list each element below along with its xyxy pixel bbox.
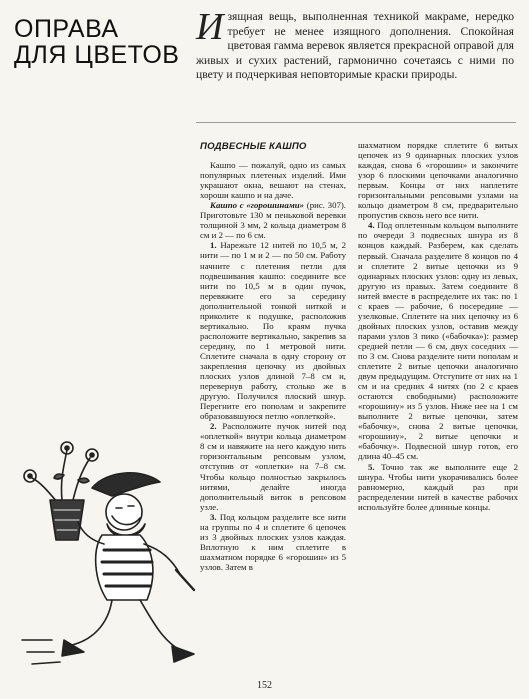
- right-paragraph-1: шахматном порядке сплетите 6 витых цепочек из 9 одинарных плоских узлов каждая, снова 6 «горошин» и закончите узор 6 плоскими цепочками аналогично первым. Концы от них наплетите горизонтальными репсовыми узлами на кольцо диаметром 8 см, предварительно пропустив сквозь него все нити.: [358, 140, 518, 221]
- page-title-line-2: ДЛЯ ЦВЕТОВ: [14, 41, 180, 69]
- intro-dropcap: И: [196, 6, 224, 48]
- step-number: 3.: [210, 511, 217, 522]
- step-number: 2.: [210, 421, 217, 432]
- left-paragraph-2: Кашпо с «горошинами» (рис. 307). Приготовьте 130 м пеньковой веревки толщиной 3 мм, 2 кольца диаметром 8 см и 2 — по 6 см.: [200, 200, 346, 241]
- pattern-name: Кашпо с «горошинами»: [210, 200, 305, 211]
- intro-paragraph: [196, 6, 514, 83]
- step-number: 1.: [210, 240, 217, 251]
- left-paragraph-1: Кашпо — пожалуй, одно из самых популярных плетеных изделий. Ими украшают окна, вешают на стенах, хороши кашпо и на даче.: [200, 160, 346, 201]
- step-number: 4.: [368, 220, 375, 231]
- step-4: 4. Под оплетенным кольцом выполните по очереди 3 подвесных шнура из 8 концов каждый. Разберем, как сделать первый. Сначала разделите 8 концов по 4 и сплетите 2 витые цепочки из 9 одинарных плоских узлов: одну из левых, другую из правых. Затем соедините 8 нитей вместе в распределите их так: по 1 с краев — рабочие, 6 посередине — узелковые. Сплетите на них цепочку из 6 двойных плоских узлов, оставив между парами узлов 3 пико («бабочка»): размер средней петли — 6 см, двух соседних — по 3 см. Снова разделите нити пополам и сплетите 2 витые цепочки аналогично двум предыдущим. Отступите от них на 1 см и на средних 4 нитях (по 2 с краев остаются свободными) расположите «горошину» из 5 узлов. Ниже нее на 1 см выполните 2 витые цепочки, затем «бабочку», снова 2 витые цепочки, «горошину», 2 витые цепочки и «бабочку». Подвесной шнур готов, его длина 40–45 см.: [358, 220, 518, 462]
- step-5: 5. Точно так же выполните еще 2 шнура. Чтобы нити укорачивались более равномерно, каждый раз при распределении нитей в качестве рабочих используйте более длинные концы.: [358, 461, 518, 512]
- page-title-line-1: ОПРАВА: [14, 15, 119, 43]
- step-number: 5.: [368, 461, 375, 472]
- section-heading: ПОДВЕСНЫЕ КАШПО: [200, 141, 307, 152]
- step-2: 2. Расположите пучок нитей под «оплеткой» внутри кольца диаметром 8 см и навяжите на него каждую нить горизонтальным репсовым узлом, отступив от «оплетки» на 7–8 см. Чтобы кольцо полностью закрылось нитями, делайте иногда дополнительный виток в репсовом узле.: [200, 421, 346, 512]
- left-column: [200, 142, 346, 572]
- header-divider: [196, 122, 516, 123]
- page-title: [14, 16, 184, 68]
- right-column: [358, 140, 518, 512]
- page-number: 152: [257, 680, 272, 691]
- pirate-with-flowers-illustration: [12, 440, 202, 680]
- intro-text: зящная вещь, выполненная техникой макраме, нередко требует не менее изящного дополнения. Спокойная цветовая гамма веревок является прекрасной оправой для живых и сухих растений, гармонично сочетаясь с ними по цвету и подчеркивая неповторимые краски природы.: [196, 10, 514, 82]
- step-1: 1. Нарежьте 12 нитей по 10,5 м, 2 нити — по 1 м и 2 — по 50 см. Работу начните с плетения петли для подвешивания кашпо: соедините все нити по 10,5 м в один пучок, перевяжите его за середину дополнительной тонкой ниткой и приколите к подушке, расположив вертикально. По краям пучка расположите вертикально, закрепив за середину, по 1 метровой нити. Сплетите сначала в одну сторону от закрепления цепочку из двойных плоских узлов длиной 7–8 см и, перевернув работу, столько же в другую. Получился плоский шнур. Перегните его пополам и закрепите образовавшуюся петлю «оплеткой».: [200, 240, 346, 422]
- step-3: 3. Под кольцом разделите все нити на группы по 4 и сплетите 6 цепочек из 3 двойных плоских узлов каждая. Вплотную к ним сплетите в шахматном порядке 6 «горошин» из 5 узлов. Затем в: [200, 511, 346, 572]
